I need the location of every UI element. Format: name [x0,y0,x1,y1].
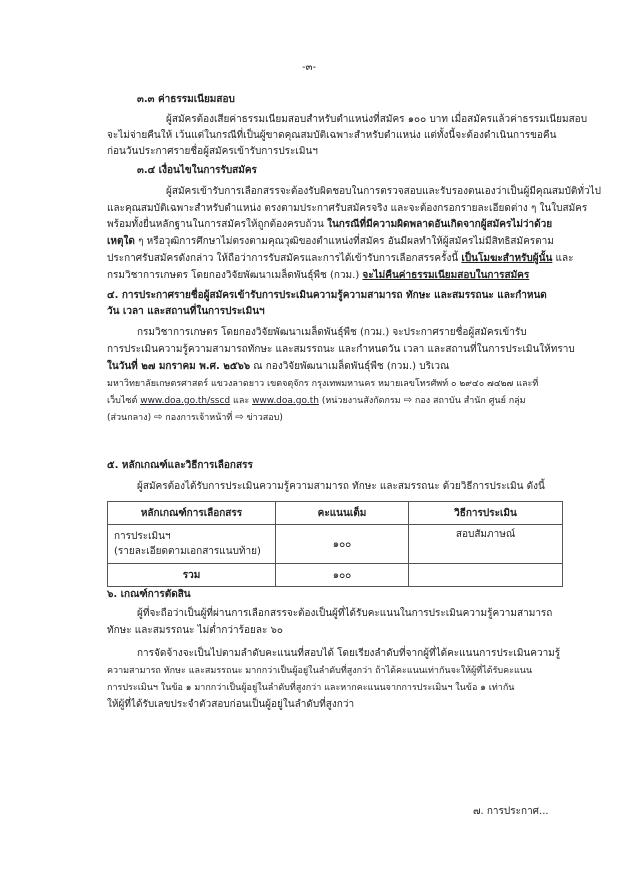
table-header: วิธีการประเมิน [409,502,563,525]
page-number: -๓- [302,62,317,73]
section-4-line [107,412,283,424]
section-4-line: การประเมินความรู้ความสามารถทักษะ และสมรรถนะ และกำหนดวัน เวลา และสถานที่ในการประเมินให้ทราบ [107,344,575,355]
section-5-heading: ๕. หลักเกณฑ์และวิธีการเลือกสรร [107,460,253,471]
section-4-line: กรมวิชาการเกษตร โดยกองวิจัยพัฒนาเมล็ดพันธุ์พืช (กวม.) จะประกาศรายชื่อผู้สมัครเข้ารับ [137,327,527,338]
section-3-3-line: ผู้สมัครต้องเสียค่าธรรมเนียมสอบสำหรับตำแหน่งที่สมัคร ๑๐๐ บาท เมื่อสมัครแล้วค่าธรรมเนียมสอบ [166,114,588,125]
section-3-4-heading: ๓.๔ เงื่อนไขในการรับสมัคร [137,165,257,176]
text: (หน่วยงานสังกัดกรม [321,396,401,406]
arrow-right-icon: ⇨ [235,412,244,423]
text: ๆ หรือวุฒิการศึกษาไม่ตรงตามคุณวุฒิของตำแหน่งที่สมัคร อันมีผลทำให้ผู้สมัครไม่มีสิทธิสมัครตาม [138,236,554,247]
section-6-line: การประเมินฯ ในข้อ ๑ มากกว่าเป็นผู้อยู่ในลำดับที่สูงกว่า และหากคะแนนจากการประเมินฯ ในข้อ ๑ เท่ากัน [107,683,515,693]
section-4-heading: ๔. การประกาศรายชื่อผู้สมัครเข้ารับการประเมินความรู้ความสามารถ ทักษะ และสมรรถนะ และกำหนด [107,290,547,301]
text: กรมวิชาการเกษตร โดยกองวิจัยพัฒนาเมล็ดพันธุ์พืช (กวม.) [107,270,360,281]
text: กองการเจ้าหน้าที่ [165,413,233,423]
section-3-4-line [107,236,554,248]
table-cell: ๑๐๐ [276,525,409,564]
section-3-4-line: ผู้สมัครเข้ารับการเลือกสรรจะต้องรับผิดชอบในการตรวจสอบและรับรองตนเองว่าเป็นผู้มีคุณสมบัติทั่วไป [166,186,602,197]
criteria-name: การประเมินฯ [114,531,171,542]
section-3-4-line [107,270,529,282]
section-3-3-line: ก่อนวันประกาศรายชื่อผู้สมัครเข้ารับการประเมินฯ [107,146,318,157]
table-header: หลักเกณฑ์การเลือกสรร [108,502,276,525]
table-header-row [108,502,563,525]
section-6-line: ทักษะ และสมรรถนะ ไม่ต่ำกว่าร้อยละ ๖๐ [107,625,283,636]
bold-underline-text: เป็นโมฆะสำหรับผู้นั้น [461,253,553,264]
table-cell: ๑๐๐ [276,564,409,587]
table-cell [409,564,563,587]
bold-underline-text: จะไม่คืนค่าธรรมเนียมสอบในการสมัคร [362,270,530,281]
arrow-right-icon: ⇨ [403,395,412,406]
text: กอง สถาบัน สำนัก ศูนย์ กลุ่ม [414,396,526,406]
section-6-line: การจัดจ้างจะเป็นไปตามลำดับคะแนนที่สอบได้ โดยเรียงลำดับที่จากผู้ที่ได้คะแนนการประเมินความรู้ [137,648,561,659]
website-link[interactable]: www.doa.go.th/sscd [140,396,231,406]
text: ประกาศรับสมัครดังกล่าว ให้ถือว่าการรับสมัครและการได้เข้ารับการเลือกสรรครั้งนี้ [107,253,459,264]
section-3-3-line: จะไม่จ่ายคืนให้ เว้นแต่ในกรณีที่เป็นผู้ขาดคุณสมบัติเฉพาะสำหรับตำแหน่ง แต่ทั้งนี้จะต้องดำเนินการขอคืน [107,130,557,141]
website-link[interactable]: www.doa.go.th [252,396,319,406]
text: (ส่วนกลาง) [107,413,152,423]
section-5-intro: ผู้สมัครต้องได้รับการประเมินความรู้ความสามารถ ทักษะ และสมรรถนะ ด้วยวิธีการประเมิน ดังนี้ [137,481,545,492]
section-3-4-line: และคุณสมบัติเฉพาะสำหรับตำแหน่ง ตรงตามประกาศรับสมัครจริง และจะต้องกรอกรายละเอียดต่าง ๆ ในใบสมัคร [107,203,588,214]
criteria-detail: (รายละเอียดตามเอกสารแนบท้าย) [114,546,261,557]
section-3-4-line [107,253,573,265]
announcement-date: ในวันที่ ๒๗ มกราคม พ.ศ. ๒๕๖๖ [107,361,251,372]
table-header: คะแนนเต็ม [276,502,409,525]
table-row [108,525,563,564]
section-4-line [107,395,526,407]
text: เว็บไซต์ [107,396,138,406]
text: ณ กองวิจัยพัฒนาเมล็ดพันธุ์พืช (กวม.) บริเวณ [253,361,450,372]
section-4-line [107,361,449,373]
bold-text: เหตุใด [107,236,135,247]
section-6-line: ผู้ที่จะถือว่าเป็นผู้ที่ผ่านการเลือกสรรจะต้องเป็นผู้ที่ได้รับคะแนนในการประเมินความรู้ความสามารถ [137,608,553,619]
table-cell: รวม [108,564,276,587]
text: ข่าวสอบ) [246,413,283,423]
text: และ [233,396,250,406]
text: พร้อมทั้งยื่นหลักฐานในการสมัครให้ถูกต้องครบถ้วน [107,219,324,230]
section-4-line: มหาวิทยาลัยเกษตรศาสตร์ แขวงลาดยาว เขตจตุจักร กรุงเทพมหานคร หมายเลขโทรศัพท์ ๐ ๒๙๔๐ ๗๔๒๗ และที่ [107,379,539,389]
arrow-right-icon: ⇨ [154,412,163,423]
section-4-heading: วัน เวลา และสถานที่ในการประเมินฯ [107,306,265,317]
criteria-table [107,501,563,587]
bold-text: ในกรณีที่มีความผิดพลาดอันเกิดจากผู้สมัครไม่ว่าด้วย [327,219,553,230]
table-cell: สอบสัมภาษณ์ [409,525,563,564]
section-3-3-heading: ๓.๓ ค่าธรรมเนียมสอบ [137,94,235,105]
text: และ [555,253,574,264]
continuation-note: ๗. การประกาศ... [473,806,549,817]
section-3-4-line [107,219,552,231]
table-cell [108,525,276,564]
section-6-line: ความสามารถ ทักษะ และสมรรถนะ มากกว่าเป็นผู้อยู่ในลำดับที่สูงกว่า ถ้าได้คะแนนเท่ากันจะให้ผู้ที่ได้รับคะแนน [107,666,533,676]
section-6-heading: ๖. เกณฑ์การตัดสิน [107,589,191,600]
table-total-row [108,564,563,587]
section-6-line: ให้ผู้ที่ได้รับเลขประจำตัวสอบก่อนเป็นผู้อยู่ในลำดับที่สูงกว่า [107,699,355,710]
